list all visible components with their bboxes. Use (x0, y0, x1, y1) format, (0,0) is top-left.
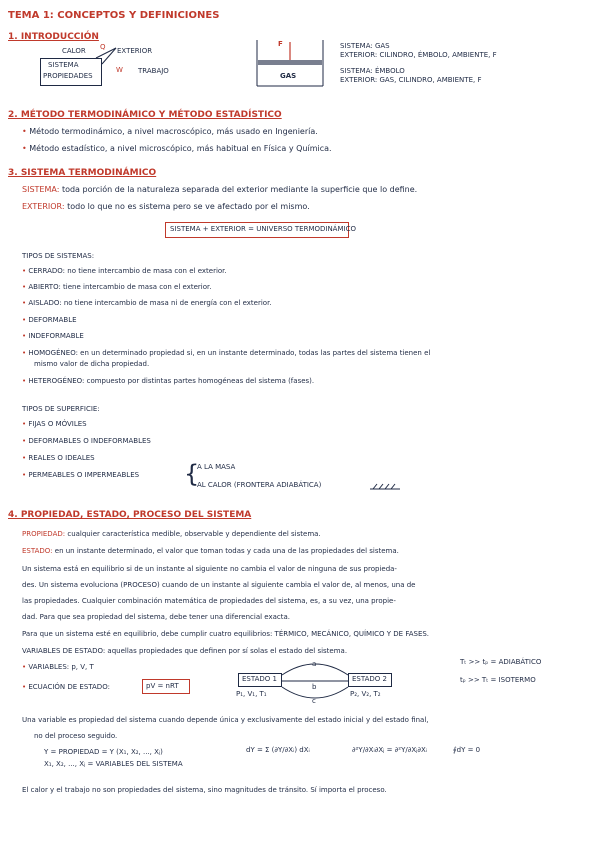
estado-1-label: ESTADO 1 (242, 675, 277, 683)
propiedad-def: cualquier característica medible, observable y dependiente del sistema. (67, 530, 321, 538)
formula-y: Y = PROPIEDAD = Y (X₁, X₂, ..., Xⱼ) (44, 748, 163, 756)
equilibrio-line-1: Un sistema está en equilibrio si de un instante al siguiente no cambia el valor de ninguna de sus propieda- (22, 565, 397, 573)
f-label: F (278, 40, 283, 48)
tipo-aislado: • AISLADO: no tiene intercambio de masa ni de energía con el exterior. (22, 299, 272, 308)
sup-permeables: • PERMEABLES O IMPERMEABLES (22, 471, 139, 480)
masa-label: A LA MASA (197, 463, 236, 471)
hatch-icon (370, 483, 400, 491)
tipo-indeformable: • INDEFORMABLE (22, 332, 84, 341)
calor-label: CALOR (62, 47, 86, 55)
arrows-icon (90, 40, 130, 70)
sistema-def: toda porción de la naturaleza separada del exterior mediante la superficie que lo define. (61, 185, 418, 194)
ext-gas: EXTERIOR: CILINDRO, ÉMBOLO, AMBIENTE, F (340, 51, 497, 59)
variables-estado-heading: VARIABLES DE ESTADO: aquellas propiedades que definen por sí solas el estado del sistema. (22, 647, 348, 655)
sist-embolo: SISTEMA: ÉMBOLO (340, 67, 405, 75)
sup-deformables: • DEFORMABLES O INDEFORMABLES (22, 437, 151, 446)
formula-dy: dY = Σ (∂Y/∂Xᵢ) dXᵢ (246, 746, 310, 754)
exterior-def: todo lo que no es sistema pero se ve afectado por el mismo. (67, 202, 310, 211)
brace-icon: { (184, 460, 200, 488)
trabajo-label: TRABAJO (138, 67, 169, 75)
tipo-homogeneo: • HOMOGÉNEO: en un determinado propiedad si, en un instante determinado, todas las partes del sistema tienen el (22, 349, 430, 358)
cuatro-equilibrios: Para que un sistema esté en equilibrio, debe cumplir cuatro equilibrios: TÉRMICO, MECÁNICO, QUÍMICO Y DE FASES. (22, 630, 430, 638)
exterior-label: EXTERIOR (117, 47, 153, 55)
sistema-label: SISTEMA (48, 61, 79, 69)
tipo-abierto: • ABIERTO: tiene intercambio de masa con el exterior. (22, 283, 211, 292)
equilibrio-line-4: dad. Para que sea propiedad del sistema, debe tener una diferencial exacta. (22, 613, 291, 621)
isotermo-note: tₚ >> Tₜ = ISOTERMO (460, 676, 536, 684)
sup-fijas: • FIJAS O MÓVILES (22, 420, 87, 429)
propiedades-label: PROPIEDADES (43, 72, 93, 80)
ext-embolo: EXTERIOR: GAS, CILINDRO, AMBIENTE, F (340, 76, 482, 84)
estado-2-vars: P₂, V₂, T₂ (350, 690, 381, 698)
ecuacion-estado-label: • ECUACIÓN DE ESTADO: (22, 683, 110, 692)
calor-frontera-label: AL CALOR (FRONTERA ADIABÁTICA) (197, 481, 322, 489)
metodo-termodinamico: • Método termodinámico, a nivel macroscópico, más usado en Ingeniería. (22, 127, 318, 137)
variables-list: • VARIABLES: p, V, T (22, 663, 94, 672)
propiedad-estado-line-2: no del proceso seguido. (34, 732, 118, 740)
estado-label: ESTADO: (22, 547, 53, 555)
section-1-heading: 1. INTRODUCCIÓN (8, 32, 99, 42)
section-4-heading: 4. PROPIEDAD, ESTADO, PROCESO DEL SISTEMA (8, 510, 252, 520)
estado-1-vars: P₁, V₁, T₁ (236, 690, 267, 698)
propiedad-label: PROPIEDAD: (22, 530, 66, 538)
sist-gas: SISTEMA: GAS (340, 42, 390, 50)
path-c-label: c (312, 697, 316, 705)
metodo-estadistico: • Método estadístico, a nivel microscópico, más habitual en Física y Química. (22, 144, 332, 154)
equilibrio-line-3: las propiedades. Cualquier combinación matemática de propiedades del sistema, es, a su vez, una propie- (22, 597, 396, 605)
section-3-heading: 3. SISTEMA TERMODINÁMICO (8, 168, 157, 178)
formula-loop: ∮dY = 0 (453, 746, 481, 754)
page-title: TEMA 1: CONCEPTOS Y DEFINICIONES (8, 10, 220, 21)
equilibrio-line-2: des. Un sistema evoluciona (PROCESO) cuando de un instante al siguiente cambia el valor de, al menos, una de (22, 581, 416, 589)
adiabatico-note: Tₜ >> tₚ = ADIABÁTICO (460, 658, 542, 666)
tipo-homogeneo-cont: mismo valor de dicha propiedad. (34, 360, 150, 368)
estado-2-label: ESTADO 2 (352, 675, 387, 683)
estado-def: en un instante determinado, el valor que toman todas y cada una de las propiedades del sistema. (54, 547, 399, 555)
tipo-cerrado: • CERRADO: no tiene intercambio de masa con el exterior. (22, 267, 227, 276)
gas-label: GAS (280, 72, 297, 80)
sistema-def-label: SISTEMA: (22, 185, 60, 194)
exterior-def-label: EXTERIOR: (22, 202, 65, 211)
sup-reales: • REALES O IDEALES (22, 454, 95, 463)
path-a-label: a (312, 660, 317, 668)
tipo-deformable: • DEFORMABLE (22, 316, 77, 325)
formula-schwarz: ∂²Y/∂Xᵢ∂Xⱼ = ∂²Y/∂Xⱼ∂Xᵢ (352, 746, 428, 754)
section-2-heading: 2. MÉTODO TERMODINÁMICO Y MÉTODO ESTADÍSTICO (8, 110, 282, 120)
w-label: W (116, 66, 123, 74)
path-b-label: b (312, 683, 317, 691)
propiedad-estado-line-1: Una variable es propiedad del sistema cuando depende única y exclusivamente del estado inicial y del estado final, (22, 716, 429, 724)
tipos-superficie-heading: TIPOS DE SUPERFICIE: (22, 405, 100, 413)
formula-vars: X₁, X₂, ..., Xⱼ = VARIABLES DEL SISTEMA (44, 760, 183, 768)
calor-trabajo-note: El calor y el trabajo no son propiedades del sistema, sino magnitudes de tránsito. Sí importa el proceso. (22, 786, 387, 794)
ecuacion-text: pV = nRT (146, 682, 179, 690)
tipos-sistemas-heading: TIPOS DE SISTEMAS: (22, 252, 95, 260)
tipo-heterogeneo: • HETEROGÉNEO: compuesto por distintas partes homogéneas del sistema (fases). (22, 377, 314, 386)
universo-text: SISTEMA + EXTERIOR = UNIVERSO TERMODINÁMICO (170, 225, 356, 233)
q-label: Q (100, 43, 106, 51)
